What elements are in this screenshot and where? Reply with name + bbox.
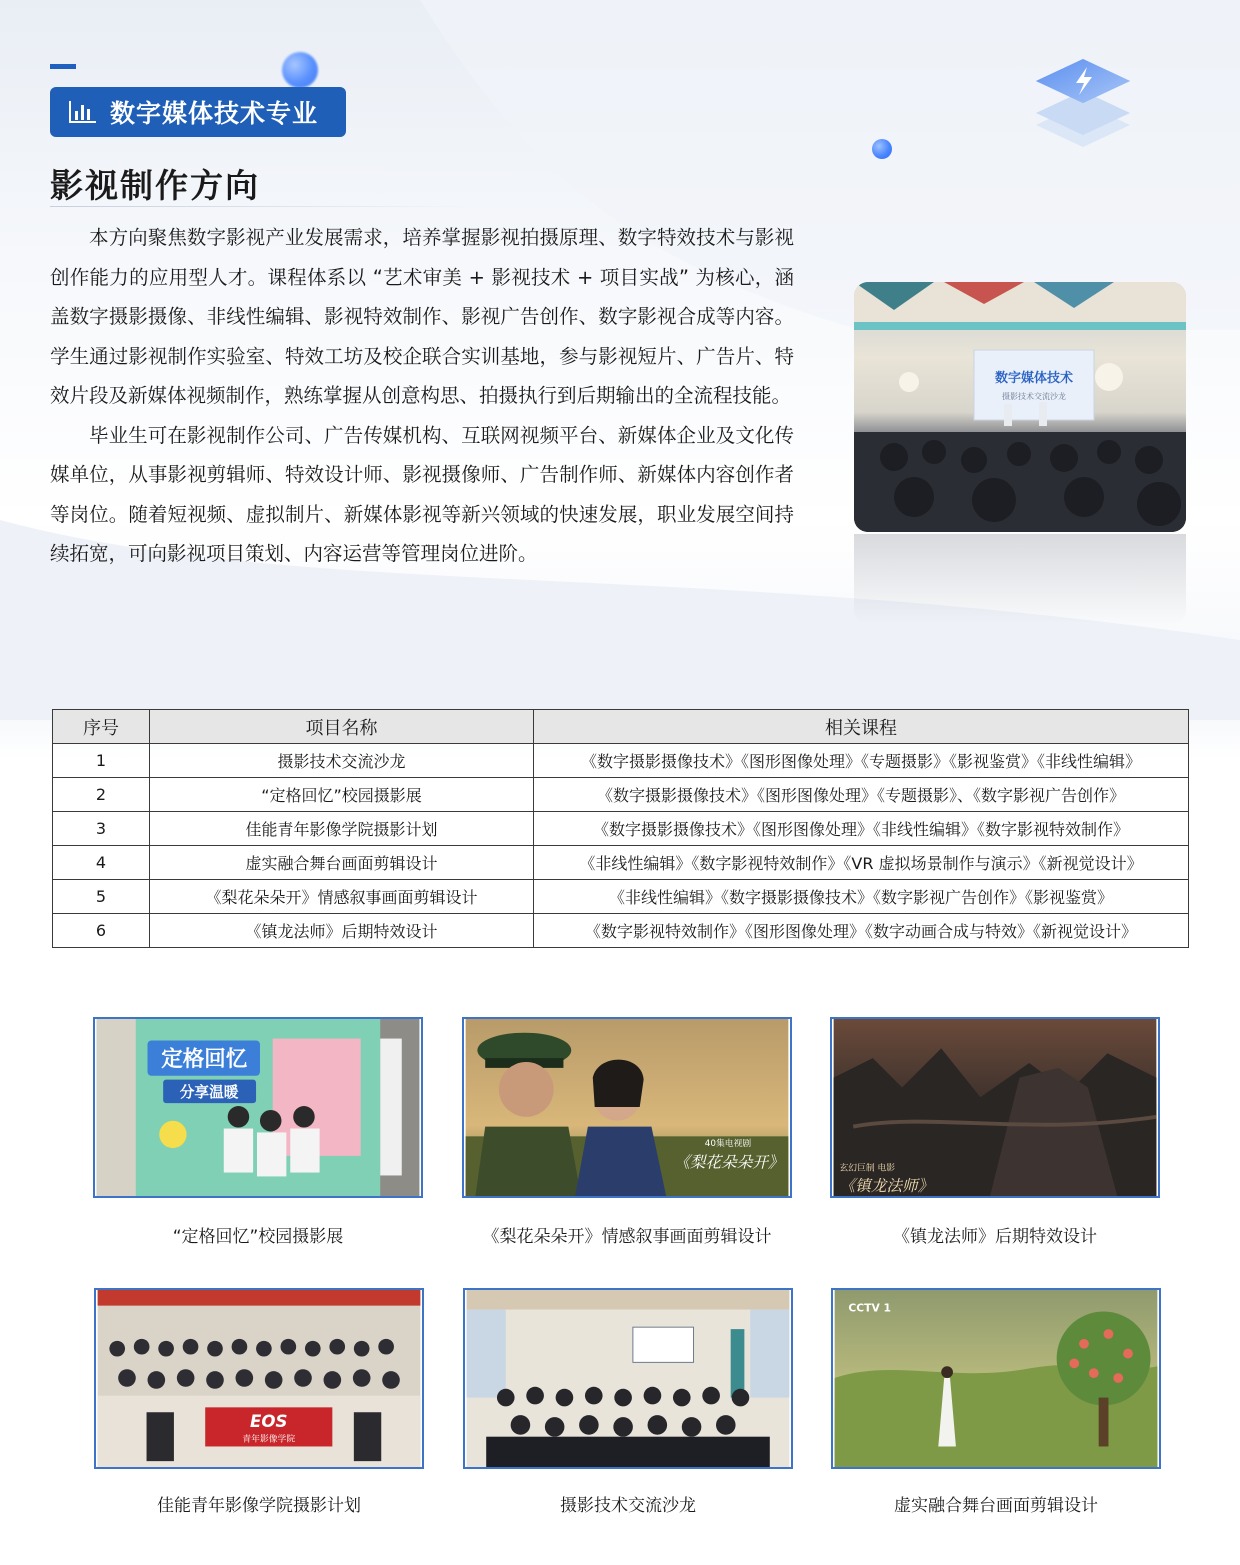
column-header-courses: 相关课程 bbox=[534, 710, 1189, 744]
photo-reflection bbox=[854, 534, 1186, 624]
photo-exhibition-scene bbox=[95, 1019, 421, 1196]
cell-number: 2 bbox=[53, 778, 150, 812]
drama-poster-scene bbox=[464, 1019, 790, 1196]
vfx-movie-scene bbox=[832, 1019, 1158, 1196]
gallery-item-salon bbox=[463, 1288, 793, 1514]
table-row bbox=[53, 846, 1189, 880]
gallery-caption: 摄影技术交流沙龙 bbox=[560, 1496, 696, 1516]
cell-number: 6 bbox=[53, 914, 150, 948]
cell-number: 1 bbox=[53, 744, 150, 778]
cell-number: 5 bbox=[53, 880, 150, 914]
table-row bbox=[53, 812, 1189, 846]
channel-logo: CCTV 1 bbox=[848, 1301, 891, 1315]
gallery-photo bbox=[462, 1017, 792, 1198]
gallery-item-stage-edit bbox=[831, 1288, 1161, 1514]
cell-project: “定格回忆”校园摄影展 bbox=[150, 778, 534, 812]
column-header-number: 序号 bbox=[53, 710, 150, 744]
gallery-item-drama-edit bbox=[462, 1017, 792, 1249]
table-row bbox=[53, 744, 1189, 778]
banner-title: EOS bbox=[250, 1411, 288, 1431]
column-header-project: 项目名称 bbox=[150, 710, 534, 744]
title-dash-mark bbox=[50, 64, 76, 69]
poster-title: 《镇龙法师》 bbox=[839, 1176, 934, 1196]
decorative-orb-small bbox=[872, 139, 892, 159]
poster-tag: 玄幻巨制 电影 bbox=[839, 1163, 896, 1174]
cell-project: 《梨花朵朵开》情感叙事画面剪辑设计 bbox=[150, 880, 534, 914]
gallery-photo bbox=[94, 1288, 424, 1469]
gallery-photo bbox=[830, 1017, 1160, 1198]
gallery-caption: 佳能青年影像学院摄影计划 bbox=[157, 1496, 361, 1516]
table-row bbox=[53, 914, 1189, 948]
poster-tag: 40集电视剧 bbox=[704, 1139, 752, 1150]
banner-subtitle: 青年影像学院 bbox=[242, 1434, 296, 1445]
gallery-photo bbox=[831, 1288, 1161, 1469]
gallery-caption: 《镇龙法师》后期特效设计 bbox=[893, 1227, 1097, 1247]
cell-project: 《镇龙法师》后期特效设计 bbox=[150, 914, 534, 948]
screen-title: 数字媒体技术 bbox=[994, 371, 1074, 386]
section-title: 影视制作方向 bbox=[50, 166, 260, 205]
cell-courses: 《数字摄影摄像技术》《图形图像处理》《专题摄影》、《数字影视广告创作》 bbox=[534, 778, 1189, 812]
gallery-item-canon-program bbox=[94, 1288, 424, 1514]
table-row bbox=[53, 778, 1189, 812]
intro-paragraph: 毕业生可在影视制作公司、广告传媒机构、互联网视频平台、新媒体企业及文化传媒单位，从事影视剪辑师、特效设计师、影视摄像师、广告制作师、新媒体内容创作者等岗位。随着短视频、虚拟制片、新媒体影视等新兴领域的快速发展，职业发展空间持续拓宽，可向影视项目策划、内容运营等管理岗位进阶。 bbox=[50, 423, 794, 565]
salon-group-scene bbox=[465, 1290, 791, 1467]
canon-event-scene bbox=[96, 1290, 422, 1467]
major-badge bbox=[50, 87, 346, 137]
major-badge-label: 数字媒体技术专业 bbox=[110, 99, 319, 128]
classroom-scene bbox=[854, 282, 1186, 532]
cell-courses: 《数字摄影摄像技术》《图形图像处理》《非线性编辑》《数字影视特效制作》 bbox=[534, 812, 1189, 846]
gallery-caption: 《梨花朵朵开》情感叙事画面剪辑设计 bbox=[482, 1227, 772, 1247]
title-divider bbox=[50, 206, 470, 207]
classroom-salon-photo bbox=[854, 282, 1186, 532]
intro-paragraph: 本方向聚焦数字影视产业发展需求，培养掌握影视拍摄原理、数字特效技术与影视创作能力的应用型人才。课程体系以 “艺术审美 + 影视技术 + 项目实战” 为核心，涵盖数字摄影摄像、非线性编辑、影视特效制作、影视广告创作、数字影视合成等内容。学生通过影视制作实验室、特效工坊及校企联合实训基地，参与影视短片、广告片、特效片段及新媒体视频制作，熟练掌握从创意构思、拍摄执行到后期输出的全流程技能。 bbox=[50, 226, 794, 407]
cell-courses: 《数字影视特效制作》《图形图像处理》《数字动画合成与特效》《新视觉设计》 bbox=[534, 914, 1189, 948]
stage-tv-scene bbox=[833, 1290, 1159, 1467]
cell-courses: 《非线性编辑》《数字摄影摄像技术》《数字影视广告创作》《影视鉴赏》 bbox=[534, 880, 1189, 914]
cell-project: 摄影技术交流沙龙 bbox=[150, 744, 534, 778]
cell-courses: 《数字摄影摄像技术》《图形图像处理》《专题摄影》《影视鉴赏》《非线性编辑》 bbox=[534, 744, 1189, 778]
cell-number: 3 bbox=[53, 812, 150, 846]
cell-courses: 《非线性编辑》《数字影视特效制作》《VR 虚拟场景制作与演示》《新视觉设计》 bbox=[534, 846, 1189, 880]
screen-subtitle: 摄影技术交流沙龙 bbox=[1002, 392, 1066, 401]
layers-lightning-icon bbox=[1030, 55, 1136, 155]
gallery-caption: 虚实融合舞台画面剪辑设计 bbox=[894, 1496, 1098, 1516]
gallery-item-photo-exhibition bbox=[93, 1017, 423, 1249]
gallery-item-vfx-design bbox=[830, 1017, 1160, 1249]
poster-title: 《梨花朵朵开》 bbox=[674, 1152, 784, 1172]
cell-project: 佳能青年影像学院摄影计划 bbox=[150, 812, 534, 846]
decorative-orb bbox=[282, 52, 318, 88]
cell-number: 4 bbox=[53, 846, 150, 880]
gallery-photo bbox=[93, 1017, 423, 1198]
intro-text bbox=[50, 218, 794, 574]
table-header-row bbox=[53, 710, 1189, 744]
bar-chart-icon bbox=[68, 99, 98, 125]
gallery-caption: “定格回忆”校园摄影展 bbox=[172, 1227, 344, 1247]
sign-title: 定格回忆 bbox=[161, 1046, 248, 1072]
cell-project: 虚实融合舞台画面剪辑设计 bbox=[150, 846, 534, 880]
gallery-photo bbox=[463, 1288, 793, 1469]
project-table bbox=[52, 709, 1189, 948]
table-row bbox=[53, 880, 1189, 914]
sign-subtitle: 分享温暖 bbox=[179, 1084, 239, 1102]
